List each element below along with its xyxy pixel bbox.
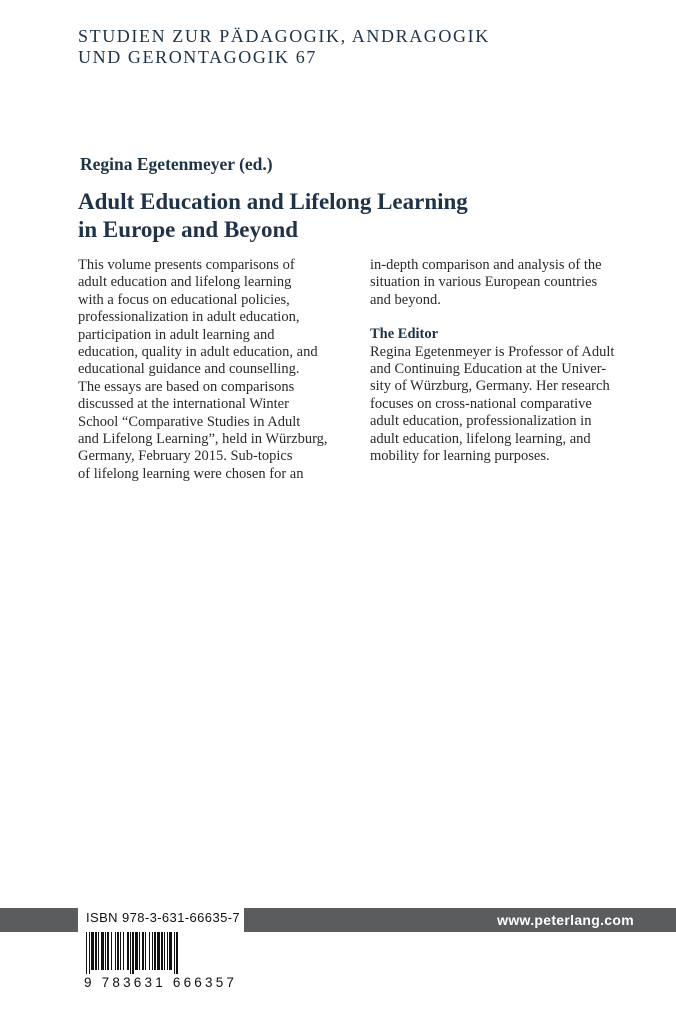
editor-bio-line: mobility for learning purposes.: [370, 448, 550, 465]
barcode-bar: [86, 932, 87, 974]
barcode-bar: [89, 932, 90, 974]
barcode-image: [84, 932, 238, 974]
editor-bio-line: adult education, professionalization in: [370, 413, 592, 430]
barcode-bar: [176, 932, 178, 974]
blurb-line: discussed at the international Winter: [78, 396, 289, 413]
barcode-bar: [105, 932, 106, 970]
barcode-bar: [115, 932, 116, 970]
blurb-left-column: [78, 257, 348, 483]
blurb-line: and Lifelong Learning”, held in Würzburg,: [78, 431, 328, 448]
isbn-label: ISBN 978-3-631-66635-7: [86, 910, 241, 925]
editor-bio-line: sity of Würzburg, Germany. Her research: [370, 378, 610, 395]
barcode-bar: [95, 932, 97, 970]
barcode-bar: [130, 932, 131, 974]
barcode-bar: [123, 932, 124, 970]
publisher-website: www.peterlang.com: [497, 912, 634, 928]
editor-bio-line: and Continuing Education at the Univer-: [370, 361, 607, 378]
editor-bio-line: focuses on cross-national comparative: [370, 395, 592, 412]
barcode-bar: [152, 932, 153, 970]
blurb-line: in-depth comparison and analysis of the: [370, 257, 602, 273]
blurb-line: educational guidance and counselling.: [78, 361, 300, 378]
blurb-line: Germany, February 2015. Sub-topics: [78, 448, 293, 465]
editor-name: Regina Egetenmeyer (ed.): [80, 154, 273, 174]
barcode-bar: [169, 932, 172, 970]
blurb-line: situation in various European countries: [370, 274, 598, 291]
book-title-line-1: Adult Education and Lifelong Learning: [78, 189, 468, 214]
blurb-line: professionalization in adult education,: [78, 309, 300, 326]
editor-bio-line: Regina Egetenmeyer is Professor of Adult: [370, 343, 615, 360]
ean-digits: 9 783631 666357: [84, 975, 238, 990]
barcode-bar: [145, 932, 146, 970]
barcode-bar: [167, 932, 168, 970]
barcode-bar: [120, 932, 121, 970]
barcode-bar: [117, 932, 119, 970]
barcode-bar: [135, 932, 138, 970]
barcode-bar: [174, 932, 175, 974]
barcode-bar: [127, 932, 129, 970]
series-line-2: UND GERONTAGOGIK 67: [78, 47, 317, 67]
blurb-line: of lifelong learning were chosen for an: [78, 465, 304, 482]
blurb-line: adult education and lifelong learning: [78, 274, 292, 291]
barcode-bar: [164, 932, 165, 970]
blurb-line: with a focus on educational policies,: [78, 291, 290, 308]
series-line-1: STUDIEN ZUR PÄDAGOGIK, ANDRAGOGIK: [78, 26, 490, 46]
barcode-bar: [149, 932, 150, 970]
blurb-right-column: [370, 257, 630, 465]
barcode-bar: [98, 932, 99, 970]
book-title: [78, 188, 468, 244]
barcode-bar: [111, 932, 112, 970]
barcode-bar: [139, 932, 140, 970]
blurb-line: education, quality in adult education, and: [78, 344, 318, 361]
barcode-bar: [142, 932, 144, 970]
barcode-bar: [157, 932, 160, 970]
book-title-line-2: in Europe and Beyond: [78, 217, 299, 242]
blurb-line: and beyond.: [370, 291, 441, 308]
barcode-bar: [132, 932, 134, 974]
blurb-line: This volume presents comparisons of: [78, 257, 295, 273]
editor-section-heading: The Editor: [370, 326, 439, 343]
editor-bio-line: adult education, lifelong learning, and: [370, 430, 591, 447]
paragraph-gap: [370, 309, 630, 326]
blurb-line: School “Comparative Studies in Adult: [78, 413, 301, 430]
blurb-line: The essays are based on comparisons: [78, 378, 295, 395]
barcode-bar: [101, 932, 104, 970]
blurb-line: participation in adult learning and: [78, 326, 275, 343]
barcode-bar: [107, 932, 109, 970]
barcode-bar: [91, 932, 94, 970]
barcode-bar: [154, 932, 156, 970]
series-title: [78, 26, 490, 68]
barcode-bar: [161, 932, 163, 970]
